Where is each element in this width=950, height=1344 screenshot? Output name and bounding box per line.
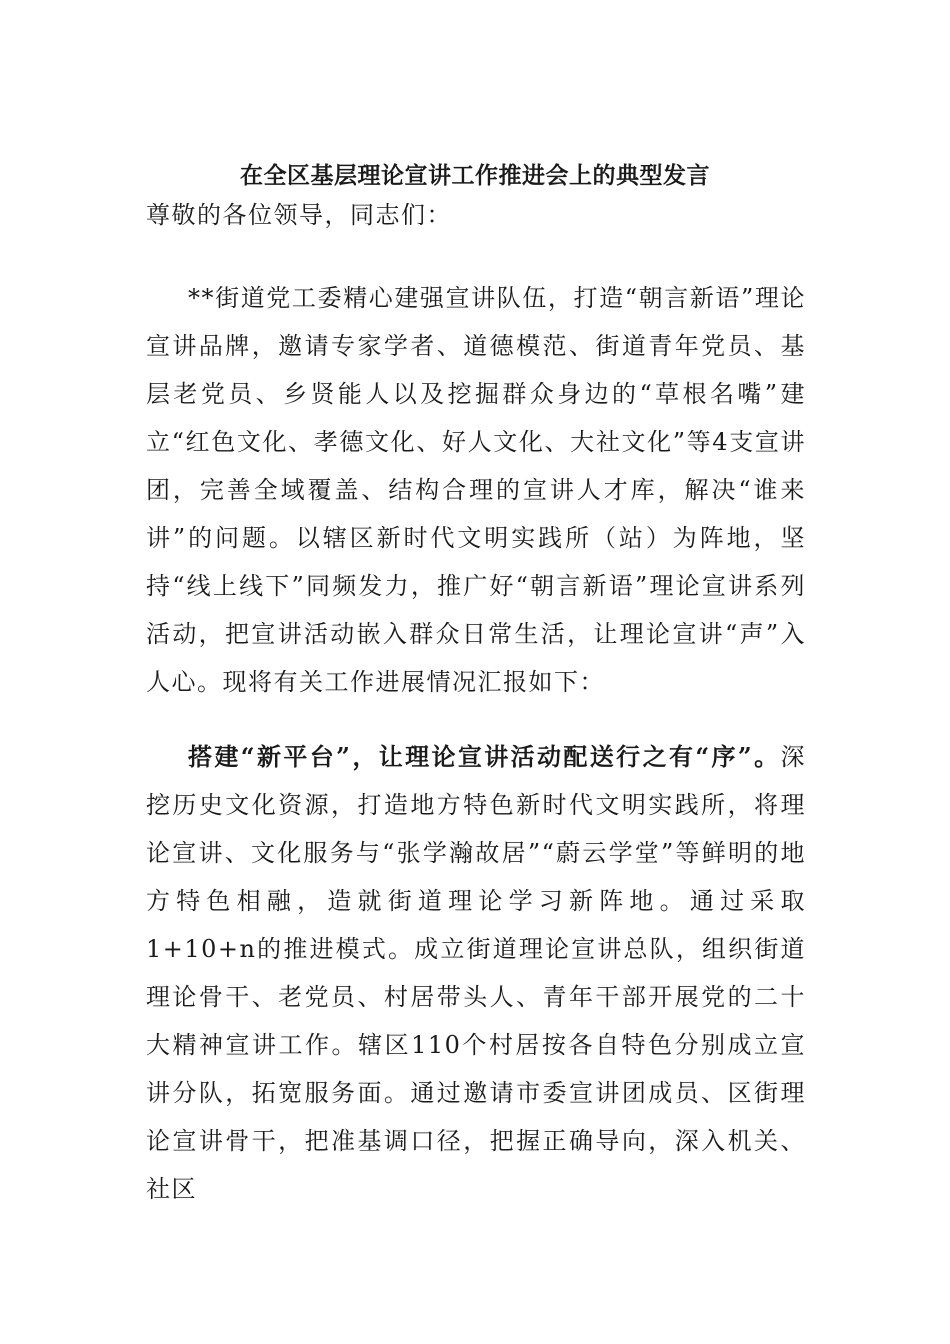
section-paragraph <box>146 733 806 1213</box>
section-body: 深挖历史文化资源，打造地方特色新时代文明实践所，将理论宣讲、文化服务与“张学瀚故居”“蔚云学堂”等鲜明的地方特色相融，造就街道理论学习新阵地。通过采取1+10+n的推进模式。成立街道理论宣讲总队，组织街道理论骨干、老党员、村居带头人、青年干部开展党的二十大精神宣讲工作。辖区110个村居按各自特色分别成立宣讲分队，拓宽服务面。通过邀请市委宣讲团成员、区街理论宣讲骨干，把准基调口径，把握正确导向，深入机关、社区 <box>146 743 806 1203</box>
document-title: 在全区基层理论宣讲工作推进会上的典型发言 <box>240 162 710 189</box>
section-heading: 搭建“新平台”，让理论宣讲活动配送行之有“序”。 <box>188 742 781 771</box>
salutation: 尊敬的各位领导，同志们： <box>146 201 452 229</box>
intro-paragraph: **街道党工委精心建强宣讲队伍，打造“朝言新语”理论宣讲品牌，邀请专家学者、道德模范、街道青年党员、基层老党员、乡贤能人以及挖掘群众身边的“草根名嘴”建立“红色文化、孝德文化、好人文化、大社文化”等4支宣讲团，完善全域覆盖、结构合理的宣讲人才库，解决“谁来讲”的问题。以辖区新时代文明实践所（站）为阵地，坚持“线上线下”同频发力，推广好“朝言新语”理论宣讲系列活动，把宣讲活动嵌入群众日常生活，让理论宣讲“声”入人心。现将有关工作进展情况汇报如下： <box>146 284 806 696</box>
